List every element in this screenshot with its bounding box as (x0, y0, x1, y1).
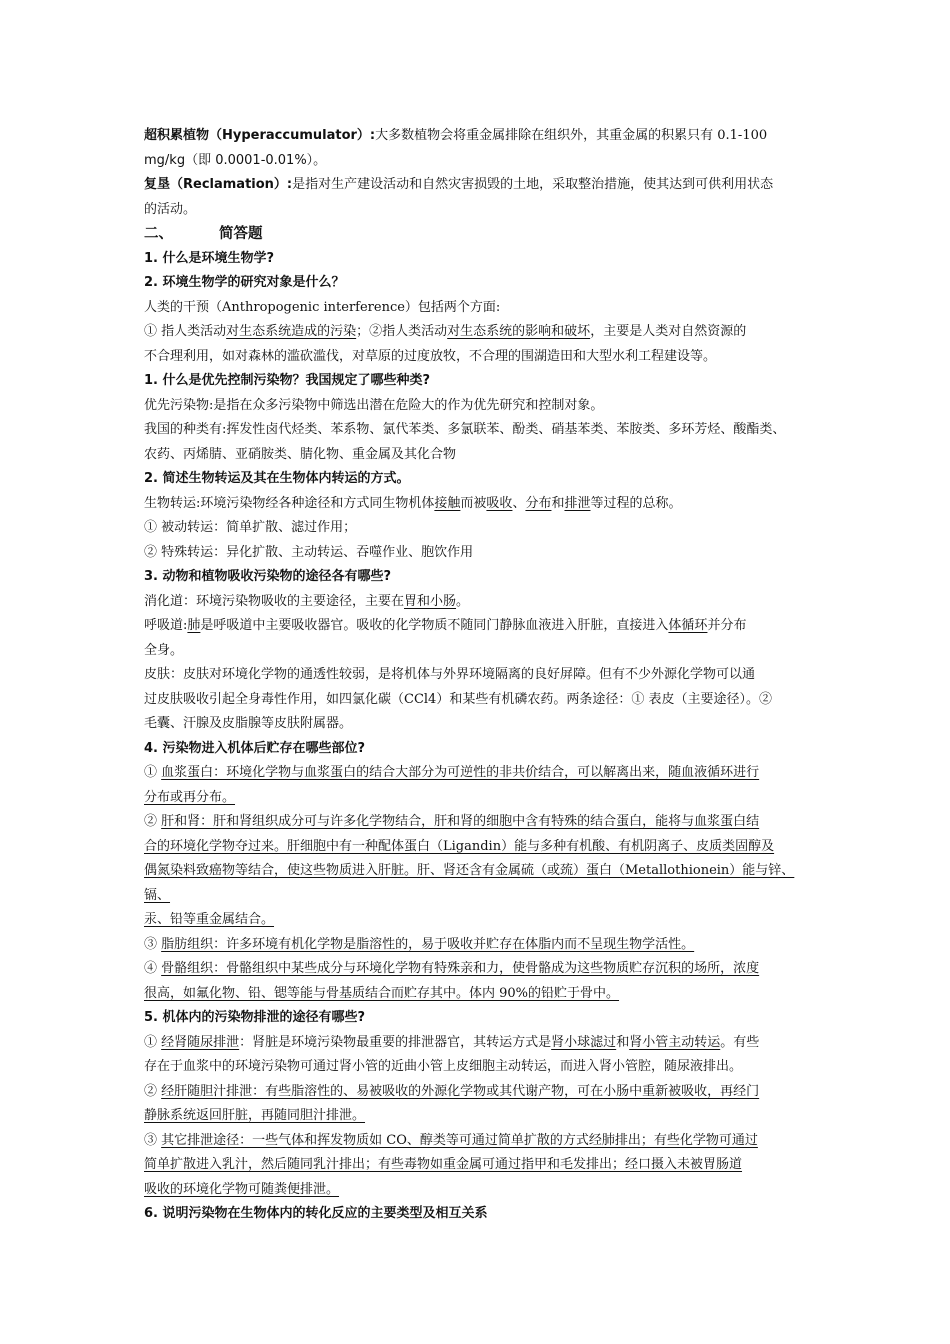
answer-line: ② 经肝随胆汁排泄：有些脂溶性的、易被吸收的外源化学物或其代谢产物，可在小肠中重新被吸收，再经门 (144, 1083, 760, 1099)
answer-line: ① 被动转运：简单扩散、滤过作用； (144, 520, 357, 535)
underlined-passage: 经肝随胆汁排泄：有些脂溶性的、易被吸收的外源化学物或其代谢产物，可在小肠中重新被吸收，再经门 (161, 1083, 760, 1099)
underlined-term: 经肾随尿排泄 (161, 1034, 240, 1050)
answer-line: 简单扩散进入乳汁，然后随同乳汁排出；有些毒物如重金属可通过指甲和毛发排出；经口摄入未被胃肠道 (144, 1157, 743, 1172)
term-hyperaccumulator-cont: mg/kg（即 0.0001-0.01%）。 (144, 152, 327, 168)
underlined-term: 吸收 (486, 495, 513, 511)
underlined-passage: 脂肪组织：许多环境有机化学物是脂溶性的，易于吸收并贮存在体脂内而不呈现生物学活性。 (161, 936, 695, 952)
answer-line: ① 血浆蛋白：环境化学物与血浆蛋白的结合大部分为可逆性的非共价结合，可以解离出来，随血液循环进行 (144, 765, 760, 780)
underlined-term: 体循环 (668, 618, 708, 633)
term-definition: 大多数植物会将重金属排除在组织外，其重金属的积累只有 0.1-100 (375, 128, 768, 143)
answer-line: ② 特殊转运：异化扩散、主动转运、吞噬作业、胞饮作用 (144, 544, 474, 560)
answer-line: ④ 骨骼组织：骨骼组织中某些成分与环境化学物有特殊亲和力，使骨骼成为这些物质贮存沉积的场所，浓度 (144, 961, 760, 976)
answer-line: 生物转运:环境污染物经各种途径和方式同生物机体接触而被吸收、分布和排泄等过程的总称。 (144, 495, 682, 511)
document-page (144, 124, 812, 1227)
answer-line: 汞、铅等重金属结合。 (144, 912, 275, 927)
question-heading: 3. 动物和植物吸收污染物的途径各有哪些? (144, 569, 392, 584)
question-heading: 1. 什么是优先控制污染物？我国规定了哪些种类? (144, 373, 431, 388)
underlined-term: 对生态系统造成的污染 (226, 324, 357, 339)
term-label: 复垦（Reclamation）: (144, 177, 293, 192)
underlined-passage: 肝和肾：肝和肾组织成分可与许多化学物结合，肝和肾的细胞中含有特殊的结合蛋白，能将与血浆蛋白结 (161, 814, 760, 829)
answer-line: ① 指人类活动对生态系统造成的污染；②指人类活动对生态系统的影响和破坏，主要是人类对自然资源的 (144, 324, 747, 339)
underlined-term: 接触 (434, 495, 461, 511)
section-title: 简答题 (219, 226, 263, 242)
underlined-term: 排泄 (564, 495, 591, 511)
answer-line: 呼吸道:肺是呼吸道中主要吸收器官。吸收的化学物质不随同门静脉血液进入肝脏，直接进入体循环并分布 (144, 618, 747, 633)
answer-line: 存在于血浆中的环境污染物可通过肾小管的近曲小管上皮细胞主动转运，而进入肾小管腔，随尿液排出。 (144, 1059, 743, 1074)
question-heading: 2. 环境生物学的研究对象是什么？ (144, 275, 345, 290)
answer-line: 我国的种类有:挥发性卤代烃类、苯系物、氯代苯类、多氯联苯、酚类、硝基苯类、苯胺类、多环芳烃、酸酯类、 (144, 422, 786, 437)
answer-line: 吸收的环境化学物可随粪便排泄。 (144, 1181, 340, 1197)
answer-line: 皮肤：皮肤对环境化学物的通透性较弱，是将机体与外界环境隔离的良好屏障。但有不少外源化学物可以通 (144, 667, 756, 682)
answer-line: ① 经肾随尿排泄：肾脏是环境污染物最重要的排泄器官，其转运方式是肾小球滤过和肾小管主动转运。有些 (144, 1034, 760, 1050)
answer-line: 优先污染物:是指在众多污染物中筛选出潜在危险大的作为优先研究和控制对象。 (144, 397, 604, 413)
underlined-term: 对生态系统的影响和破坏 (447, 324, 591, 339)
underlined-term: 肾小球滤过 (551, 1034, 617, 1050)
term-definition: 是指对生产建设活动和自然灾害损毁的土地，采取整治措施，使其达到可供利用状态 (292, 177, 774, 192)
underlined-passage: 其它排泄途径：一些气体和挥发物质如 CO、醇类等可通过简单扩散的方式经肺排出；有些化学物可通过 (161, 1132, 758, 1148)
answer-line: ③ 脂肪组织：许多环境有机化学物是脂溶性的，易于吸收并贮存在体脂内而不呈现生物学活性。 (144, 936, 695, 952)
underlined-term: 肾小管主动转运 (629, 1034, 721, 1050)
term-reclamation-cont: 的活动。 (144, 201, 197, 217)
underlined-term: 肺 (187, 618, 201, 633)
answer-line: 消化道：环境污染物吸收的主要途径，主要在胃和小肠。 (144, 593, 470, 609)
answer-line: 偶氮染料致癌物等结合，使这些物质进入肝脏。肝、肾还含有金属硫（或巯）蛋白（Metallothionein）能与锌、镉、 (144, 863, 795, 903)
answer-line: 静脉系统返回肝脏，再随同胆汁排泄。 (144, 1108, 366, 1123)
underlined-term: 胃和小肠 (404, 593, 457, 609)
answer-line: 农药、丙烯腈、亚硝胺类、腈化物、重金属及其化合物 (144, 446, 457, 462)
underlined-passage: 骨骼组织：骨骼组织中某些成分与环境化学物有特殊亲和力，使骨骼成为这些物质贮存沉积的场所，浓度 (161, 961, 760, 976)
answer-line: ③ 其它排泄途径：一些气体和挥发物质如 CO、醇类等可通过简单扩散的方式经肺排出；有些化学物可通过 (144, 1132, 758, 1148)
question-heading: 2. 简述生物转运及其在生物体内转运的方式。 (144, 471, 410, 486)
answer-line: ② 肝和肾：肝和肾组织成分可与许多化学物结合，肝和肾的细胞中含有特殊的结合蛋白，能将与血浆蛋白结 (144, 814, 760, 829)
section-number: 二、 (144, 226, 173, 242)
answer-line: 不合理利用，如对森林的滥砍滥伐，对草原的过度放牧，不合理的围湖造田和大型水利工程建设等。 (144, 348, 717, 364)
question-heading: 1. 什么是环境生物学? (144, 250, 275, 266)
answer-line: 毛囊、汗腺及皮脂腺等皮肤附属器。 (144, 716, 353, 731)
term-label: 超积累植物（Hyperaccumulator）: (144, 128, 376, 143)
answer-line: 全身。 (144, 642, 184, 658)
term-hyperaccumulator (144, 124, 812, 149)
question-heading: 5. 机体内的污染物排泄的途径有哪些? (144, 1010, 366, 1025)
answer-line: 人类的干预（Anthropogenic interference）包括两个方面: (144, 299, 501, 315)
question-heading: 4. 污染物进入机体后贮存在哪些部位? (144, 740, 366, 756)
answer-line: 很高，如氟化物、铅、锶等能与骨基质结合而贮存其中。体内 90%的铅贮于骨中。 (144, 985, 620, 1001)
underlined-passage: 血浆蛋白：环境化学物与血浆蛋白的结合大部分为可逆性的非共价结合，可以解离出来，随血液循环进行 (161, 765, 760, 780)
question-heading: 6. 说明污染物在生物体内的转化反应的主要类型及相互关系 (144, 1206, 488, 1221)
section-heading (144, 222, 812, 247)
answer-line: 过皮肤吸收引起全身毒性作用，如四氯化碳（CCl4）和某些有机磷农药。两条途径：① 表皮（主要途径）。② (144, 691, 772, 707)
answer-line: 分布或再分布。 (144, 789, 236, 805)
answer-line: 合的环境化学物夺过来。肝细胞中有一种配体蛋白（Ligandin）能与多种有机酸、有机阴离子、皮质类固醇及 (144, 838, 775, 854)
underlined-term: 分布 (525, 495, 552, 511)
term-reclamation (144, 173, 812, 198)
